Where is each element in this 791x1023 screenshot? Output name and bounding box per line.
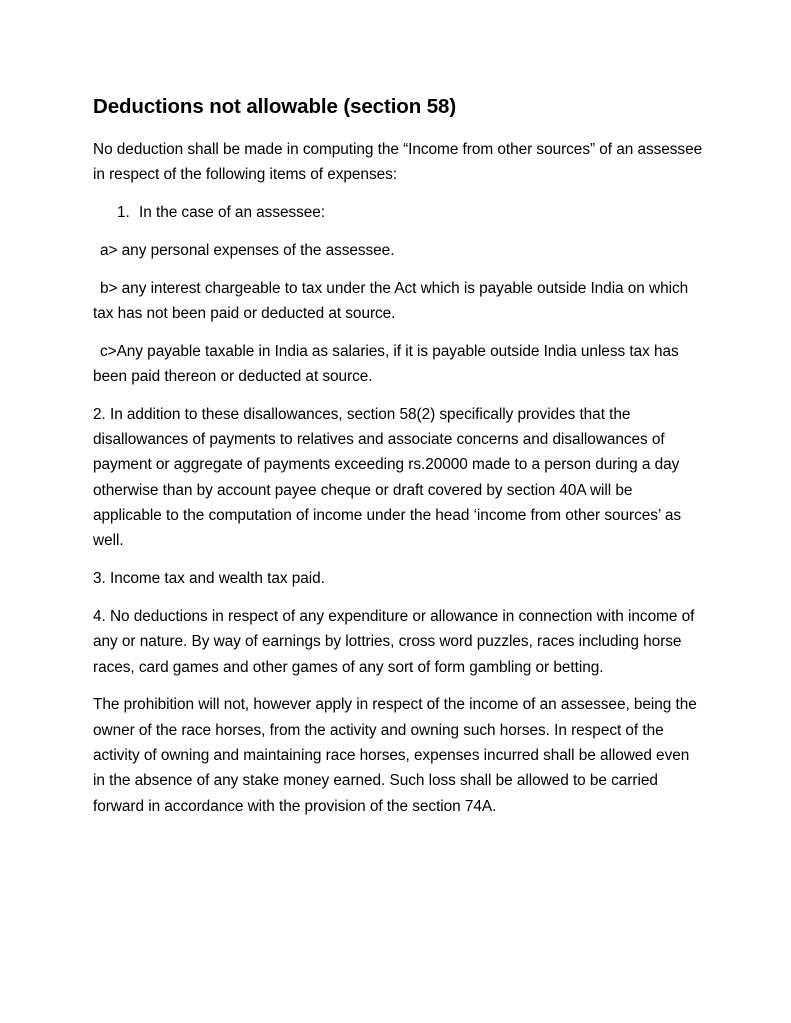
intro-paragraph: No deduction shall be made in computing the “Income from other sources” of an assessee in respect of the following items of expenses: [93,141,703,184]
numbered-item-4: 4. No deductions in respect of any expenditure or allowance in connection with income of any or nature. By way of earnings by lottries, cross word puzzles, races including horse races, card games and other games of any sort of form gambling or betting. [93,607,695,676]
closing-paragraph: The prohibition will not, however apply in respect of the income of an assessee, being the owner of the race horses, from the activity and owning such horses. In respect of the activity of owning and maintaining race horses, expenses incurred shall be allowed even in the absence of any stake money earned. Such loss shall be allowed to be carried forward in accordance with the provision of the section 74A. [93,696,697,815]
numbered-item-3: 3. Income tax and wealth tax paid. [93,570,325,588]
document-title: Deductions not allowable (section 58) [93,95,457,118]
numbered-item-2: 2. In addition to these disallowances, section 58(2) specifically provides that the disallowances of payments to relatives and associate concerns and disallowances of payment or aggregate of payments exceeding rs.20000 made to a person during a day otherwise than by account payee cheque or draft covered by section 40A will be applicable to the computation of income under the head ‘income from other sources’ as well. [93,405,682,550]
numbered-item-1 [93,200,703,225]
list-item-text: In the case of an assessee: [139,204,326,222]
document-page [93,94,703,831]
sub-item-a: a> any personal expenses of the assessee. [100,241,395,259]
sub-item-c: c>Any payable taxable in India as salaries, if it is payable outside India unless tax has been paid thereon or deducted at source. [93,342,679,386]
sub-item-b: b> any interest chargeable to tax under the Act which is payable outside India on which tax has not been paid or deducted at source. [93,279,689,322]
list-number: 1. [117,204,130,222]
